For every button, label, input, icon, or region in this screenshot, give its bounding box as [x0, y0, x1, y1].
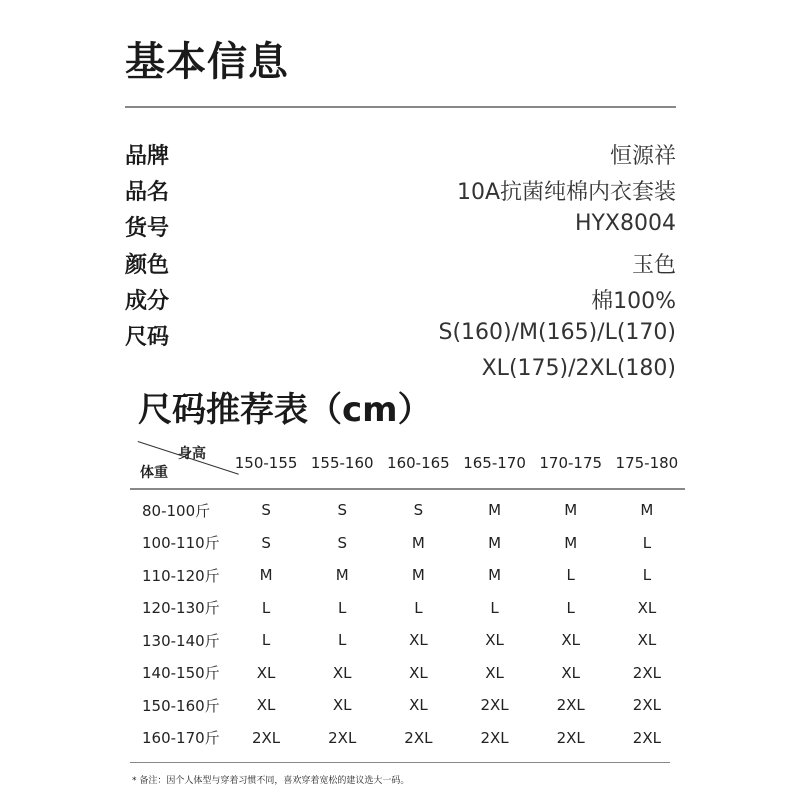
table-bottom-divider: [130, 762, 670, 763]
size-cell: L: [642, 566, 652, 585]
size-cell: S: [261, 501, 271, 520]
table-row: [130, 527, 685, 560]
size-note: * 备注：因个人体型与穿着习惯不同，喜欢穿着宽松的建议选大一码。: [132, 776, 410, 786]
size-cell: XL: [409, 663, 428, 682]
size-cell: XL: [637, 598, 657, 617]
info-row-product-name: [125, 175, 676, 211]
size-cell: M: [335, 566, 349, 585]
weight-row-header: 130-140斤: [142, 631, 220, 650]
size-cell: XL: [561, 631, 581, 650]
info-value: HYX8004: [574, 211, 676, 236]
height-column-header: 170-175: [539, 453, 603, 472]
info-label: 成分: [125, 289, 170, 314]
info-row-brand: [125, 139, 676, 175]
size-cell: XL: [332, 696, 352, 715]
table-row: [130, 489, 685, 527]
size-cell: M: [564, 501, 578, 520]
weight-row-header: 140-150斤: [142, 664, 220, 683]
weight-row-header: 100-110斤: [142, 534, 220, 553]
height-column-header: 165-170: [463, 453, 526, 472]
info-row-size: [125, 320, 676, 356]
size-cell: M: [411, 533, 425, 552]
info-value: 10A抗菌纯棉内衣套装: [456, 180, 676, 205]
size-cell: L: [338, 598, 347, 617]
info-value: 恒源祥: [609, 144, 676, 169]
size-cell: L: [642, 533, 652, 552]
size-cell: XL: [409, 631, 428, 650]
height-column-header: 150-155: [234, 453, 298, 472]
size-cell: 2XL: [404, 728, 433, 747]
size-cell: XL: [637, 631, 657, 650]
size-cell: 2XL: [632, 663, 661, 682]
size-chart-corner: [130, 437, 228, 489]
size-cell: 2XL: [480, 696, 509, 715]
size-cell: M: [411, 566, 425, 585]
size-cell: 2XL: [480, 728, 509, 747]
info-value: 玉色: [631, 253, 676, 278]
size-cell: L: [490, 598, 499, 617]
size-cell: M: [488, 501, 502, 520]
size-cell: XL: [561, 663, 581, 682]
size-cell: M: [640, 501, 654, 520]
size-cell: M: [259, 566, 273, 585]
info-row-item-number: [125, 211, 676, 247]
size-chart-header-row: [130, 437, 685, 489]
size-cell: XL: [256, 663, 276, 682]
info-value: XL(175)/2XL(180): [481, 356, 676, 381]
size-cell: L: [261, 631, 271, 650]
size-cell: L: [414, 598, 423, 617]
size-cell: L: [566, 566, 575, 585]
size-chart-table: [130, 437, 685, 754]
table-row: [130, 559, 685, 592]
size-cell: 2XL: [556, 728, 585, 747]
size-chart-title: 尺码推荐表（cm）: [138, 390, 432, 430]
weight-row-header: 160-170斤: [142, 729, 220, 748]
info-label: 品牌: [125, 144, 170, 169]
size-cell: L: [261, 598, 271, 617]
weight-row-header: 110-120斤: [142, 566, 220, 585]
size-cell: M: [488, 533, 502, 552]
height-column-header: 155-160: [310, 453, 374, 472]
size-cell: L: [566, 598, 575, 617]
weight-row-header: 80-100斤: [142, 501, 211, 520]
size-cell: 2XL: [328, 728, 357, 747]
weight-row-header: 150-160斤: [142, 696, 220, 715]
height-axis-label: 身高: [178, 446, 206, 462]
size-cell: S: [337, 533, 347, 552]
weight-axis-label: 体重: [140, 465, 168, 481]
size-cell: 2XL: [251, 728, 281, 747]
info-row-color: [125, 248, 676, 284]
size-cell: 2XL: [556, 696, 585, 715]
height-column-header: 160-165: [387, 453, 450, 472]
height-column-header: 175-180: [615, 453, 679, 472]
info-label: 品名: [125, 180, 170, 205]
basic-info-title: 基本信息: [125, 39, 289, 85]
size-cell: L: [338, 631, 347, 650]
size-cell: S: [261, 533, 271, 552]
table-row: [130, 689, 685, 722]
info-value: 棉100%: [591, 289, 676, 314]
info-label: 尺码: [125, 325, 170, 350]
size-cell: M: [564, 533, 578, 552]
info-label: 颜色: [125, 253, 170, 278]
info-label: 货号: [125, 216, 170, 241]
size-cell: XL: [485, 631, 504, 650]
info-row-material: [125, 284, 676, 320]
table-row: [130, 722, 685, 755]
table-row: [130, 624, 685, 657]
size-cell: XL: [332, 663, 352, 682]
table-row: [130, 657, 685, 690]
table-row: [130, 592, 685, 625]
size-cell: 2XL: [632, 696, 661, 715]
size-cell: M: [488, 566, 502, 585]
size-cell: S: [413, 501, 424, 520]
size-cell: XL: [485, 663, 504, 682]
weight-row-header: 120-130斤: [142, 599, 220, 618]
title-divider: [125, 106, 676, 108]
info-value: S(160)/M(165)/L(170): [438, 320, 676, 345]
size-cell: XL: [256, 696, 276, 715]
size-cell: 2XL: [632, 728, 661, 747]
size-cell: XL: [409, 696, 428, 715]
size-cell: S: [337, 501, 347, 520]
